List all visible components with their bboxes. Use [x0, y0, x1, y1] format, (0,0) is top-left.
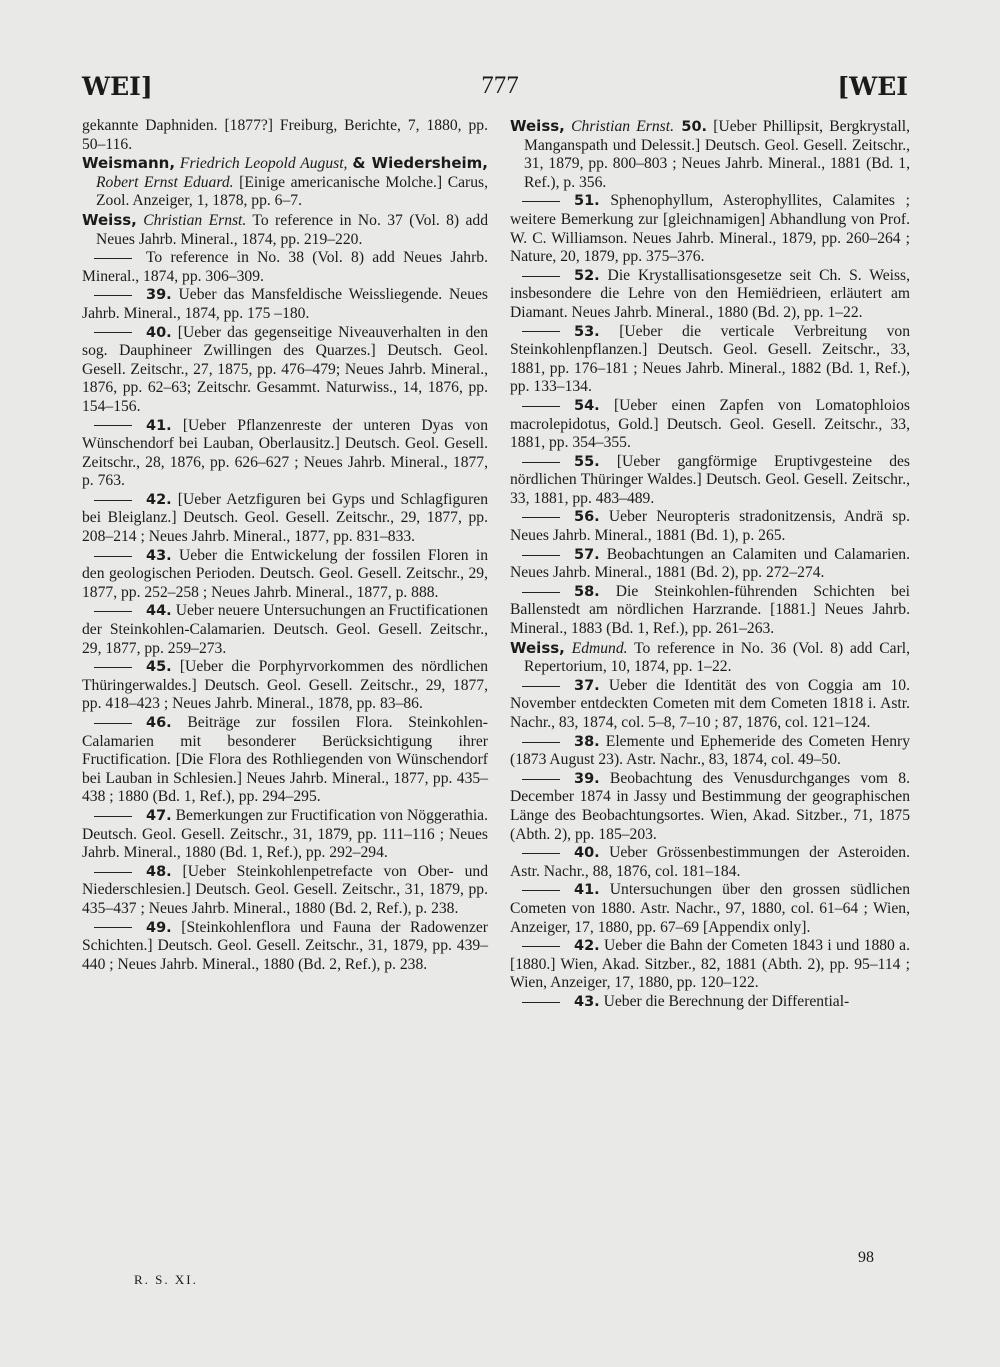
entry-text: Ueber die Bahn der Cometen 1843 i und 1880 a. [1880.] Wien, Akad. Sitzber., 82, 1881 (Abth. 2), pp. 95–114 ; Wien, Anzeiger, 17, 1880, pp. 120–122. — [510, 937, 910, 992]
entry-text: [Ueber einen Zapfen von Lomatophloios macrolepidotus, Gold.] Deutsch. Geol. Gesell. Zeitschr., 33, 1881, pp. 354–355. — [510, 396, 910, 452]
header-left-guide: WEI] — [82, 72, 153, 101]
bibliography-entry — [510, 881, 910, 937]
repeat-author-dash — [522, 686, 560, 687]
entry-number: 55. — [574, 453, 600, 470]
bibliography-entry — [82, 211, 488, 249]
entry-text: To reference in No. 36 (Vol. 8) add Carl, Repertorium, 10, 1874, pp. 1–22. — [524, 639, 910, 676]
repeat-author-dash — [522, 946, 560, 947]
bibliography-entry — [510, 677, 910, 733]
entry-number: 41. — [146, 417, 172, 434]
author-name: Weiss, — [510, 117, 565, 135]
entry-text: [Ueber Steinkohlenpetrefacte von Ober- und Niederschlesien.] Deutsch. Geol. Gesell. Zeitschr., 31, 1879, pp. 435–437 ; Neues Jahrb. Mineral., 1880 (Bd. 2, Ref.), p. 238. — [82, 862, 488, 917]
entry-text: Die Krystallisationsgesetze seit Ch. S. Weiss, insbesondere die Lehre von den Hemiëdrieen, erläutert am Diamant. Neues Jahrb. Mineral., 1880 (Bd. 2), pp. 1–22. — [510, 266, 910, 321]
bibliography-entry — [82, 417, 488, 491]
entry-number: 39. — [574, 770, 600, 787]
entry-number: 43. — [146, 547, 172, 564]
repeat-author-dash — [522, 742, 560, 743]
entry-number: 39. — [146, 287, 172, 304]
bibliography-entry — [82, 807, 488, 863]
bibliography-entry — [82, 547, 488, 603]
repeat-author-dash — [522, 462, 560, 463]
entry-text: To reference in No. 37 (Vol. 8) add Neues Jahrb. Mineral., 1874, pp. 219–220. — [96, 211, 488, 248]
entry-number: 50. — [673, 119, 708, 135]
repeat-author-dash — [522, 779, 560, 780]
entry-text: Ueber die Identität des von Coggia am 10. November entdeckten Cometen mit dem Cometen 1818 i. Astr. Nachr., 83, 1874, col. 5–8, 7–10 ; 87, 1876, col. 121–124. — [510, 676, 910, 731]
entry-text: Sphenophyllum, Asterophyllites, Calamites ; weitere Bemerkung zur [gleichnamigen] Abhandlung von Prof. W. C. Williamson. Neues Jahrb. Mineral., 1879, pp. 260–264 ; Nature, 20, 1879, pp. 375–376. — [510, 192, 910, 266]
repeat-author-dash — [522, 853, 560, 854]
bibliography-entry — [510, 397, 910, 453]
repeat-author-dash — [522, 592, 560, 593]
entry-number: 47. — [146, 807, 172, 824]
repeat-author-dash — [522, 276, 560, 277]
entry-number: 54. — [574, 397, 600, 414]
entry-text: Ueber das Mansfeldische Weissliegende. Neues Jahrb. Mineral., 1874, pp. 175 –180. — [82, 286, 488, 322]
entry-number: 51. — [574, 193, 600, 210]
bibliography-entry — [82, 324, 488, 417]
author-given-names: Edmund. — [564, 639, 628, 657]
entry-number: 38. — [574, 733, 600, 750]
repeat-author-dash — [94, 667, 132, 668]
bibliography-entry — [510, 453, 910, 509]
repeat-author-dash — [522, 331, 560, 332]
bibliography-entry — [510, 937, 910, 993]
left-column — [82, 117, 488, 974]
repeat-author-dash — [94, 425, 132, 426]
entry-text: Ueber neuere Untersuchungen an Fructificationen der Steinkohlen-Calamarien. Deutsch. Geol. Gesell. Zeitschr., 29, 1877, pp. 259–273. — [82, 602, 488, 657]
author-name: Weiss, — [82, 210, 137, 229]
entry-number: 58. — [574, 583, 600, 600]
entry-text: Beobachtung des Venusdurchganges vom 8. December 1874 in Jassy und Bestimmung der geographischen Länge des Beobachtungsortes. Wien, Akad. Sitzber., 71, 1875 (Abth. 2), pp. 185–203. — [510, 769, 910, 843]
sheet-number: 98 — [858, 1249, 874, 1266]
entry-number: 41. — [574, 882, 600, 899]
repeat-author-dash — [522, 890, 560, 891]
bibliography-entry — [510, 583, 910, 639]
signature-mark: R. S. XI. — [134, 1272, 198, 1287]
entry-text: [Ueber Phillipsit, Bergkrystall, Manganspath und Delessit.] Deutsch. Geol. Gesell. Zeitschr., 31, 1879, pp. 800–803 ; Neues Jahrb. Mineral., 1881 (Bd. 1, Ref.), p. 356. — [524, 118, 910, 191]
repeat-author-dash — [94, 611, 132, 612]
coauthor-name: & Wiedersheim, — [352, 154, 488, 173]
entry-text: Bemerkungen zur Fructification von Nöggerathia. Deutsch. Geol. Gesell. Zeitschr., 31, 1879, pp. 111–116 ; Neues Jahrb. Mineral., 1880 (Bd. 1, Ref.), pp. 292–294. — [82, 806, 488, 862]
right-column — [510, 117, 910, 1012]
repeat-author-dash — [94, 723, 132, 724]
entry-text: To reference in No. 38 (Vol. 8) add Neues Jahrb. Mineral., 1874, pp. 306–309. — [82, 249, 488, 285]
entry-text: gekannte Daphniden. [1877?] Freiburg, Berichte, 7, 1880, pp. 50–116. — [82, 117, 488, 153]
entry-text: [Ueber die Porphyrvorkommen des nördlichen Thüringerwaldes.] Deutsch. Geol. Gesell. Zeitschr., 29, 1877, pp. 418–423 ; Neues Jahrb. Mineral., 1878, pp. 83–86. — [82, 658, 488, 713]
bibliography-entry — [510, 639, 910, 677]
entry-number: 57. — [574, 546, 600, 563]
entry-text: Ueber Neuropteris stradonitzensis, Andrä sp. Neues Jahrb. Mineral., 1881 (Bd. 1), p. 265. — [510, 508, 910, 545]
repeat-author-dash — [94, 295, 132, 296]
entry-number: 44. — [146, 603, 172, 620]
bibliography-entry — [510, 733, 910, 770]
entry-text: [Ueber das gegenseitige Niveauverhalten in den sog. Dauphineer Zwillingen des Quarzes.] Deutsch. Geol. Gesell. Zeitschr., 27, 1875, pp. 476–479; Neues Jahrb. Mineral., 1876, pp. 62–63; Zeitschr. Gesammt. Naturwiss., 14, 1876, pp. 154–156. — [82, 323, 488, 415]
entry-text: Untersuchungen über den grossen südlichen Cometen von 1880. Astr. Nachr., 97, 1880, col. 61–64 ; Wien, Anzeiger, 17, 1880, pp. 67–69 [Appendix only]. — [510, 881, 910, 936]
entry-number: 43. — [574, 993, 600, 1010]
bibliography-entry — [82, 602, 488, 658]
entry-number: 37. — [574, 677, 600, 694]
author-given-names: Christian Ernst. — [136, 211, 247, 229]
repeat-author-dash — [522, 201, 560, 202]
entry-number: 40. — [146, 324, 172, 341]
bibliography-entry — [82, 658, 488, 714]
author-given-names: Christian Ernst. — [564, 118, 674, 135]
repeat-author-dash — [94, 556, 132, 557]
entry-text: Ueber Grössenbestimmungen der Asteroiden. Astr. Nachr., 88, 1876, col. 181–184. — [510, 844, 910, 880]
header-right-guide: [WEI — [837, 72, 908, 101]
entry-text: Die Steinkohlen-führenden Schichten bei Ballenstedt am nördlichen Harzrande. [1881.] Neues Jahrb. Mineral., 1883 (Bd. 1, Ref.), pp. 261–263. — [510, 582, 910, 638]
bibliography-entry — [82, 249, 488, 286]
author-given-names: Friedrich Leopold August, — [175, 155, 353, 173]
repeat-author-dash — [522, 1002, 560, 1003]
coauthor-given-names: Robert Ernst Eduard. — [96, 173, 234, 191]
bibliography-entry — [82, 117, 488, 154]
author-name: Weismann, — [82, 154, 176, 173]
bibliography-entry — [510, 323, 910, 397]
repeat-author-dash — [94, 927, 132, 928]
page-header — [0, 72, 1000, 106]
bibliography-entry — [82, 714, 488, 807]
repeat-author-dash — [522, 555, 560, 556]
bibliography-entry — [510, 770, 910, 844]
entry-text: [Ueber die verticale Verbreitung von Steinkohlenpflanzen.] Deutsch. Geol. Gesell. Zeitschr., 33, 1881, pp. 176–181 ; Neues Jahrb. Mineral., 1882 (Bd. 1, Ref.), pp. 133–134. — [510, 322, 910, 396]
bibliography-entry — [510, 192, 910, 266]
entry-text: Ueber die Berechnung der Differential- — [599, 992, 850, 1010]
bibliography-entry — [510, 267, 910, 323]
entry-text: Beobachtungen an Calamiten und Calamarien. Neues Jahrb. Mineral., 1881 (Bd. 2), pp. 272–274. — [510, 545, 910, 582]
entry-text: [Einige americanische Molche.] Carus, Zool. Anzeiger, 1, 1878, pp. 6–7. — [96, 173, 488, 210]
entry-number: 53. — [574, 323, 600, 340]
entry-number: 40. — [574, 845, 600, 862]
entry-text: [Ueber gangförmige Eruptivgesteine des nördlichen Thüringer Waldes.] Deutsch. Geol. Gesell. Zeitschr., 33, 1881, pp. 483–489. — [510, 452, 910, 507]
entry-text: [Ueber Aetzfiguren bei Gyps und Schlagfiguren bei Bleiglanz.] Deutsch. Geol. Gesell. Zeitschr., 29, 1877, pp. 208–214 ; Neues Jahrb. Mineral., 1877, pp. 831–833. — [82, 490, 488, 546]
entry-number: 42. — [146, 491, 172, 508]
repeat-author-dash — [94, 500, 132, 501]
bibliography-entry — [510, 508, 910, 545]
page-number: 777 — [481, 72, 519, 99]
repeat-author-dash — [522, 517, 560, 518]
bibliography-entry — [510, 117, 910, 192]
entry-number: 48. — [146, 863, 172, 880]
entry-number: 49. — [146, 919, 172, 936]
repeat-author-dash — [94, 258, 132, 259]
bibliography-entry — [510, 993, 910, 1012]
entry-number: 46. — [146, 715, 172, 731]
bibliography-entry — [82, 863, 488, 919]
entry-text: [Ueber Pflanzenreste der unteren Dyas von Wünschendorf bei Lauban, Oberlausitz.] Deutsch. Geol. Gesell. Zeitschr., 28, 1876, pp. 626–627 ; Neues Jahrb. Mineral., 1877, p. 763. — [82, 416, 488, 490]
author-name: Weiss, — [510, 638, 565, 657]
entry-number: 52. — [574, 267, 600, 284]
entry-text: Beiträge zur fossilen Flora. Steinkohlen-Calamarien mit besonderer Berücksichtigung ihrer Fructification. [Die Flora des Rothliegenden von Wünschendorf bei Lauban in Schlesien.] Neues Jahrb. Mineral., 1877, pp. 435–438 ; 1880 (Bd. 1, Ref.), pp. 294–295. — [82, 714, 488, 806]
bibliography-entry — [510, 844, 910, 881]
repeat-author-dash — [94, 332, 132, 333]
bibliography-entry — [82, 919, 488, 975]
repeat-author-dash — [522, 406, 560, 407]
entry-number: 42. — [574, 938, 600, 955]
bibliography-entry — [82, 286, 488, 323]
entry-text: Elemente und Ephemeride des Cometen Henry (1873 August 23). Astr. Nachr., 83, 1874, col. 49–50. — [510, 732, 910, 769]
entry-text: Ueber die Entwickelung der fossilen Floren in den geologischen Perioden. Deutsch. Geol. Gesell. Zeitschr., 29, 1877, pp. 252–258 ; Neues Jahrb. Mineral., 1877, p. 888. — [82, 546, 488, 601]
entry-text: [Steinkohlenflora und Fauna der Radowenzer Schichten.] Deutsch. Geol. Gesell. Zeitschr., 31, 1879, pp. 439–440 ; Neues Jahrb. Mineral., 1880 (Bd. 2, Ref.), p. 238. — [82, 918, 488, 973]
repeat-author-dash — [94, 872, 132, 873]
repeat-author-dash — [94, 816, 132, 817]
bibliography-entry — [510, 546, 910, 583]
entry-number: 45. — [146, 659, 172, 676]
bibliography-entry — [82, 154, 488, 211]
entry-number: 56. — [574, 509, 600, 526]
bibliography-entry — [82, 491, 488, 547]
